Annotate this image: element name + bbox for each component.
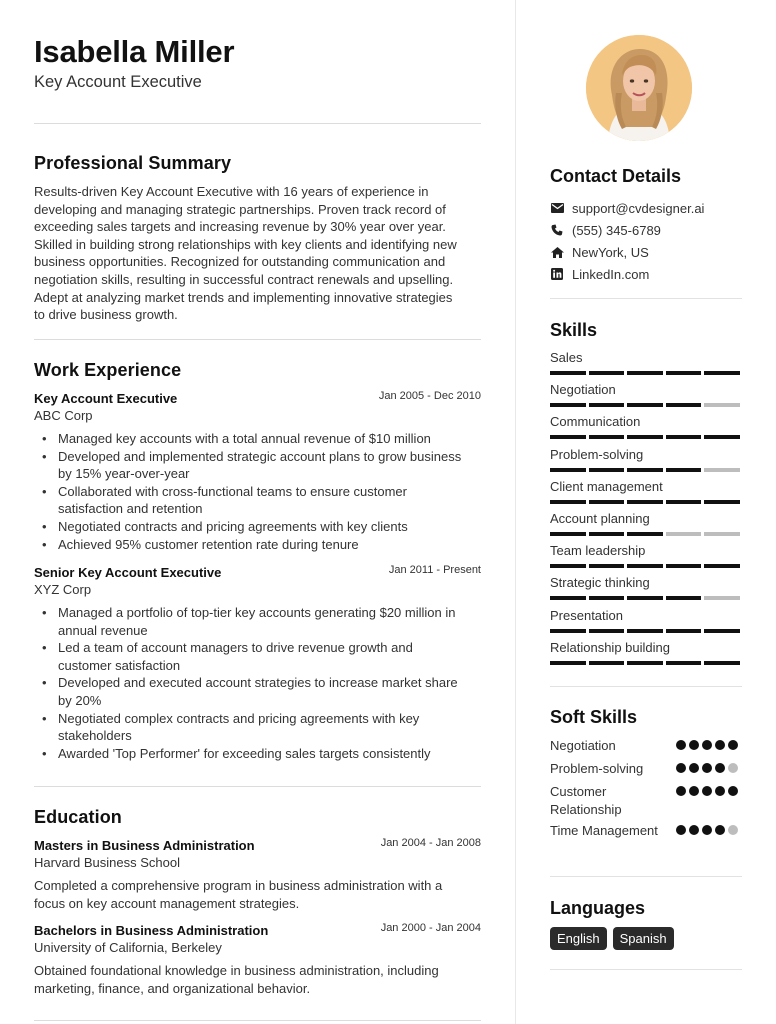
soft-skill-name: Negotiation	[550, 738, 616, 753]
skill-level-bar	[550, 532, 740, 536]
skill-level-segment	[627, 435, 663, 439]
experience-title: Work Experience	[34, 360, 182, 380]
languages-list	[550, 927, 674, 950]
skill-level-segment	[666, 500, 702, 504]
soft-skill-rating	[676, 786, 738, 796]
job-company: ABC Corp	[34, 408, 93, 423]
skill-level-segment	[627, 532, 663, 536]
skill-level-segment	[704, 564, 740, 568]
skills-title: Skills	[550, 320, 598, 340]
phone-icon	[550, 223, 564, 237]
skill-name: Problem-solving	[550, 446, 644, 462]
bullet-item: • Managed key accounts with a total annual revenue of $10 million	[58, 430, 481, 448]
skill-level-segment	[666, 564, 702, 568]
skill-name: Presentation	[550, 607, 623, 623]
phone-text: (555) 345-6789	[572, 222, 661, 238]
degree-dates: Jan 2000 - Jan 2004	[380, 922, 481, 934]
skill-level-segment	[704, 468, 740, 472]
skill-level-segment	[666, 596, 702, 600]
skill-level-segment	[704, 532, 740, 536]
divider	[34, 123, 481, 124]
skill-level-segment	[589, 500, 625, 504]
degree-dates: Jan 2004 - Jan 2008	[380, 837, 481, 849]
degree-title: Bachelors in Business Administration	[34, 923, 269, 938]
job-bullets	[58, 430, 481, 553]
skill-name: Strategic thinking	[550, 575, 650, 591]
divider	[550, 876, 742, 877]
skill-level-segment	[666, 371, 702, 375]
divider	[550, 298, 742, 299]
bullet-item: • Negotiated contracts and pricing agreements with key clients	[58, 518, 481, 536]
school-name: University of California, Berkeley	[34, 940, 222, 955]
skill-level-segment	[589, 532, 625, 536]
summary-line: Results-driven Key Account Executive with 16 years of experience in	[34, 184, 429, 199]
summary-line: business opportunities. Recognized for outstanding communication and	[34, 254, 446, 270]
skill-level-segment	[704, 500, 740, 504]
skill-level-segment	[550, 468, 586, 472]
bullet-item: • Managed a portfolio of top-tier key accounts generating $20 million in annual revenue	[58, 604, 481, 639]
skill-level-segment	[550, 661, 586, 665]
skill-level-segment	[704, 403, 740, 407]
contact-email[interactable]	[550, 199, 704, 217]
languages-title: Languages	[550, 898, 646, 918]
rating-dot	[728, 740, 738, 750]
job-dates: Jan 2011 - Present	[388, 564, 481, 576]
rating-dot	[715, 740, 725, 750]
skill-level-segment	[589, 468, 625, 472]
skill-level-segment	[550, 596, 586, 600]
skill-level-segment	[666, 661, 702, 665]
education-title: Education	[34, 807, 122, 827]
skill-level-bar	[550, 596, 740, 600]
bullet-item: • Achieved 95% customer retention rate during tenure	[58, 536, 481, 554]
contact-location	[550, 243, 649, 261]
rating-dot	[676, 740, 686, 750]
skill-level-segment	[627, 661, 663, 665]
skill-level-segment	[589, 564, 625, 568]
rating-dot	[715, 825, 725, 835]
summary-line: to drive business growth.	[34, 307, 178, 323]
rating-dot	[702, 763, 712, 773]
rating-dot	[676, 786, 686, 796]
skill-name: Communication	[550, 414, 641, 430]
candidate-role: Key Account Executive	[34, 73, 202, 91]
skill-level-bar	[550, 468, 740, 472]
soft-skill-name: Customer Relationship	[550, 784, 622, 817]
rating-dot	[689, 740, 699, 750]
skill-name: Relationship building	[550, 639, 670, 655]
rating-dot	[702, 740, 712, 750]
job-company: XYZ Corp	[34, 582, 92, 597]
location-text: NewYork, US	[572, 244, 649, 260]
bullet-item: • Developed and executed account strategies to increase market share by 20%	[58, 674, 481, 709]
rating-dot	[728, 763, 738, 773]
degree-description: Obtained foundational knowledge in business administration, including marketing, finance, and organizational behavior.	[34, 963, 439, 996]
skill-level-segment	[550, 500, 586, 504]
linkedin-text: LinkedIn.com	[572, 266, 650, 282]
skill-level-bar	[550, 629, 740, 633]
language-chip: English	[550, 927, 607, 950]
rating-dot	[715, 763, 725, 773]
skill-level-segment	[627, 629, 663, 633]
summary-text	[34, 183, 481, 324]
soft-skill-rating	[676, 763, 738, 773]
skill-name: Account planning	[550, 511, 650, 526]
degree-title: Masters in Business Administration	[34, 838, 255, 853]
skill-level-bar	[550, 371, 740, 375]
skill-level-segment	[589, 435, 625, 439]
skill-name: Client management	[550, 478, 663, 494]
job-bullets	[58, 604, 481, 762]
skill-level-segment	[550, 435, 586, 439]
skill-name: Sales	[550, 350, 583, 365]
contact-linkedin[interactable]	[550, 265, 649, 283]
skill-level-segment	[550, 403, 586, 407]
skill-level-segment	[589, 629, 625, 633]
skill-level-segment	[666, 403, 702, 407]
skill-level-bar	[550, 500, 740, 504]
skill-level-segment	[666, 532, 702, 536]
skill-level-segment	[704, 629, 740, 633]
rating-dot	[702, 786, 712, 796]
skill-level-segment	[550, 532, 586, 536]
job-title: Key Account Executive	[34, 391, 178, 406]
rating-dot	[689, 786, 699, 796]
soft-skill-name: Time Management	[550, 823, 658, 838]
summary-line: Adept at analyzing market trends and implementing innovative strategies	[34, 289, 453, 305]
summary-line: developing and managing strategic partnerships. Proven track record of	[34, 201, 446, 217]
rating-dot	[728, 825, 738, 835]
skill-level-segment	[627, 468, 663, 472]
skill-level-segment	[666, 435, 702, 439]
envelope-icon	[550, 201, 564, 215]
skill-level-segment	[589, 661, 625, 665]
contact-phone[interactable]	[550, 221, 661, 239]
skill-level-segment	[550, 371, 586, 375]
skill-level-segment	[589, 371, 625, 375]
soft-skill-name: Problem-solving	[550, 761, 644, 776]
divider	[34, 786, 481, 787]
skill-level-bar	[550, 661, 740, 665]
divider	[34, 1020, 481, 1021]
skill-level-segment	[627, 371, 663, 375]
job-title: Senior Key Account Executive	[34, 565, 222, 580]
job-dates: Jan 2005 - Dec 2010	[378, 390, 481, 402]
rating-dot	[676, 763, 686, 773]
skill-level-segment	[627, 403, 663, 407]
skill-level-segment	[666, 629, 702, 633]
rating-dot	[702, 825, 712, 835]
profile-photo	[586, 35, 692, 141]
divider	[34, 339, 481, 340]
skill-level-segment	[550, 564, 586, 568]
soft-skills-title: Soft Skills	[550, 707, 638, 727]
rating-dot	[676, 825, 686, 835]
skill-level-segment	[704, 435, 740, 439]
skill-level-segment	[704, 596, 740, 600]
skill-level-segment	[627, 500, 663, 504]
skill-level-segment	[704, 661, 740, 665]
skill-level-segment	[589, 596, 625, 600]
soft-skill-rating	[676, 825, 738, 835]
skill-level-segment	[704, 371, 740, 375]
skill-level-bar	[550, 435, 740, 439]
rating-dot	[715, 786, 725, 796]
divider	[550, 686, 742, 687]
summary-line: Skilled in building strong relationships with key clients and identifying new	[34, 236, 457, 252]
bullet-item: • Awarded 'Top Performer' for exceeding sales targets consistently	[58, 745, 481, 763]
degree-description: Completed a comprehensive program in business administration with a focus on key account management strategies.	[34, 878, 443, 911]
skill-level-segment	[627, 596, 663, 600]
school-name: Harvard Business School	[34, 855, 180, 870]
skill-level-bar	[550, 564, 740, 568]
rating-dot	[689, 825, 699, 835]
bullet-item: • Negotiated complex contracts and pricing agreements with key stakeholders	[58, 710, 481, 745]
skill-level-segment	[666, 468, 702, 472]
bullet-item: • Collaborated with cross-functional teams to ensure customer satisfaction and retention	[58, 483, 481, 518]
email-text: support@cvdesigner.ai	[572, 200, 705, 216]
summary-line: negotiation skills, resulting in successful contract renewals and upselling.	[34, 271, 454, 287]
rating-dot	[728, 786, 738, 796]
divider	[550, 969, 742, 970]
skill-name: Team leadership	[550, 543, 646, 559]
soft-skill-rating	[676, 740, 738, 750]
linkedin-icon	[550, 267, 564, 281]
skill-name: Negotiation	[550, 382, 616, 398]
candidate-name: Isabella Miller	[34, 34, 235, 69]
rating-dot	[689, 763, 699, 773]
avatar-illustration	[586, 35, 692, 141]
skill-level-bar	[550, 403, 740, 407]
bullet-item: • Developed and implemented strategic account plans to grow business by 15% year-over-year	[58, 448, 481, 483]
home-icon	[550, 245, 564, 259]
skill-level-segment	[627, 564, 663, 568]
contact-title: Contact Details	[550, 166, 682, 186]
summary-line: exceeding sales targets and increasing revenue by 30% year over year.	[34, 219, 446, 235]
summary-title: Professional Summary	[34, 153, 232, 173]
skill-level-segment	[589, 403, 625, 407]
bullet-item: • Led a team of account managers to drive revenue growth and customer satisfaction	[58, 639, 481, 674]
language-chip: Spanish	[613, 927, 674, 950]
skill-level-segment	[550, 629, 586, 633]
